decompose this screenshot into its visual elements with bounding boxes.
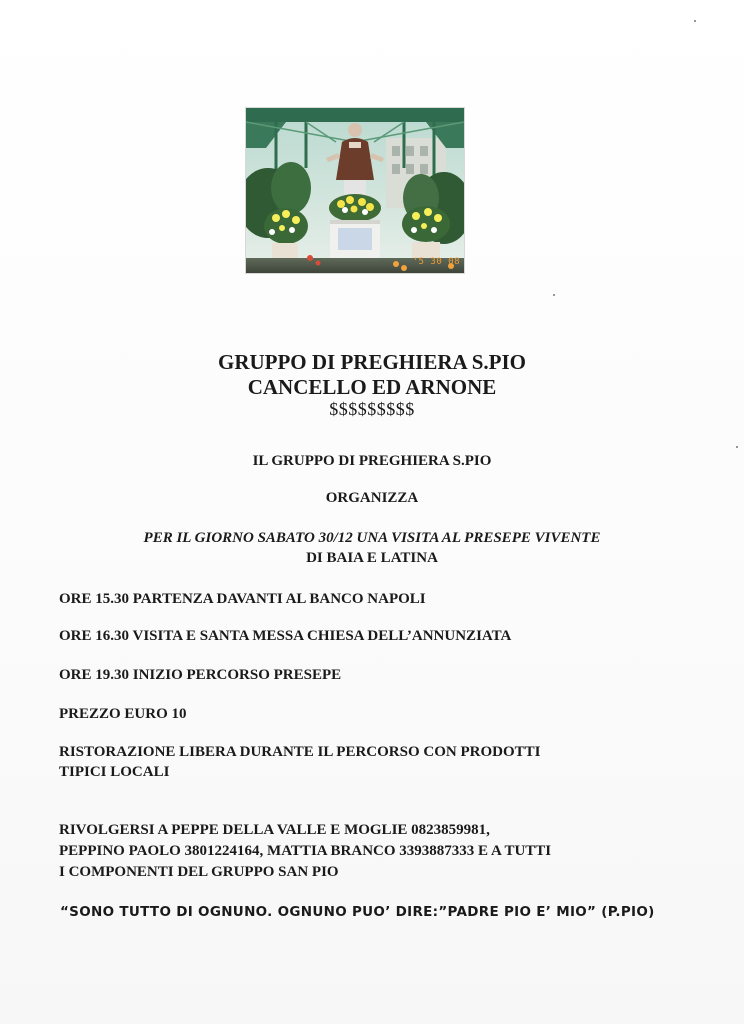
event-location: DI BAIA E LATINA (306, 550, 438, 566)
scan-speck (553, 294, 555, 296)
food-info-continued: TIPICI LOCALI (59, 764, 170, 780)
food-info: RISTORAZIONE LIBERA DURANTE IL PERCORSO CON PRODOTTI (59, 744, 541, 760)
scan-speck (736, 446, 738, 448)
header-title: GRUPPO DI PREGHIERA S.PIO (217, 350, 527, 374)
contacts-line: RIVOLGERSI A PEPPE DELLA VALLE E MOGLIE 0823859981, (59, 822, 490, 838)
group-name: IL GRUPPO DI PREGHIERA S.PIO (252, 453, 492, 469)
scan-speck (694, 20, 696, 22)
contacts-line: I COMPONENTI DEL GRUPPO SAN PIO (59, 864, 339, 880)
schedule-departure: ORE 15.30 PARTENZA DAVANTI AL BANCO NAPOLI (59, 591, 426, 607)
padre-pio-quote: “SONO TUTTO DI OGNUNO. OGNUNO PUO’ DIRE:”PADRE PIO E’ MIO” (P.PIO) (60, 904, 655, 920)
header-decoration: $$$$$$$$$ (329, 399, 415, 419)
photo-image (246, 108, 464, 273)
contacts-line: PEPPINO PAOLO 3801224164, MATTIA BRANCO 3393887333 E A TUTTI (59, 843, 552, 859)
photo-date-stamp: '5 30 08 (412, 257, 460, 267)
padre-pio-statue-photo (246, 108, 464, 273)
schedule-tour: ORE 19.30 INIZIO PERCORSO PRESEPE (59, 667, 342, 683)
event-description: PER IL GIORNO SABATO 30/12 UNA VISITA AL PRESEPE VIVENTE (143, 530, 601, 546)
organizza-heading: ORGANIZZA (325, 490, 419, 506)
header-location: CANCELLO ED ARNONE (247, 375, 497, 399)
schedule-mass: ORE 16.30 VISITA E SANTA MESSA CHIESA DELL’ANNUNZIATA (59, 628, 512, 644)
price: PREZZO EURO 10 (59, 706, 187, 722)
